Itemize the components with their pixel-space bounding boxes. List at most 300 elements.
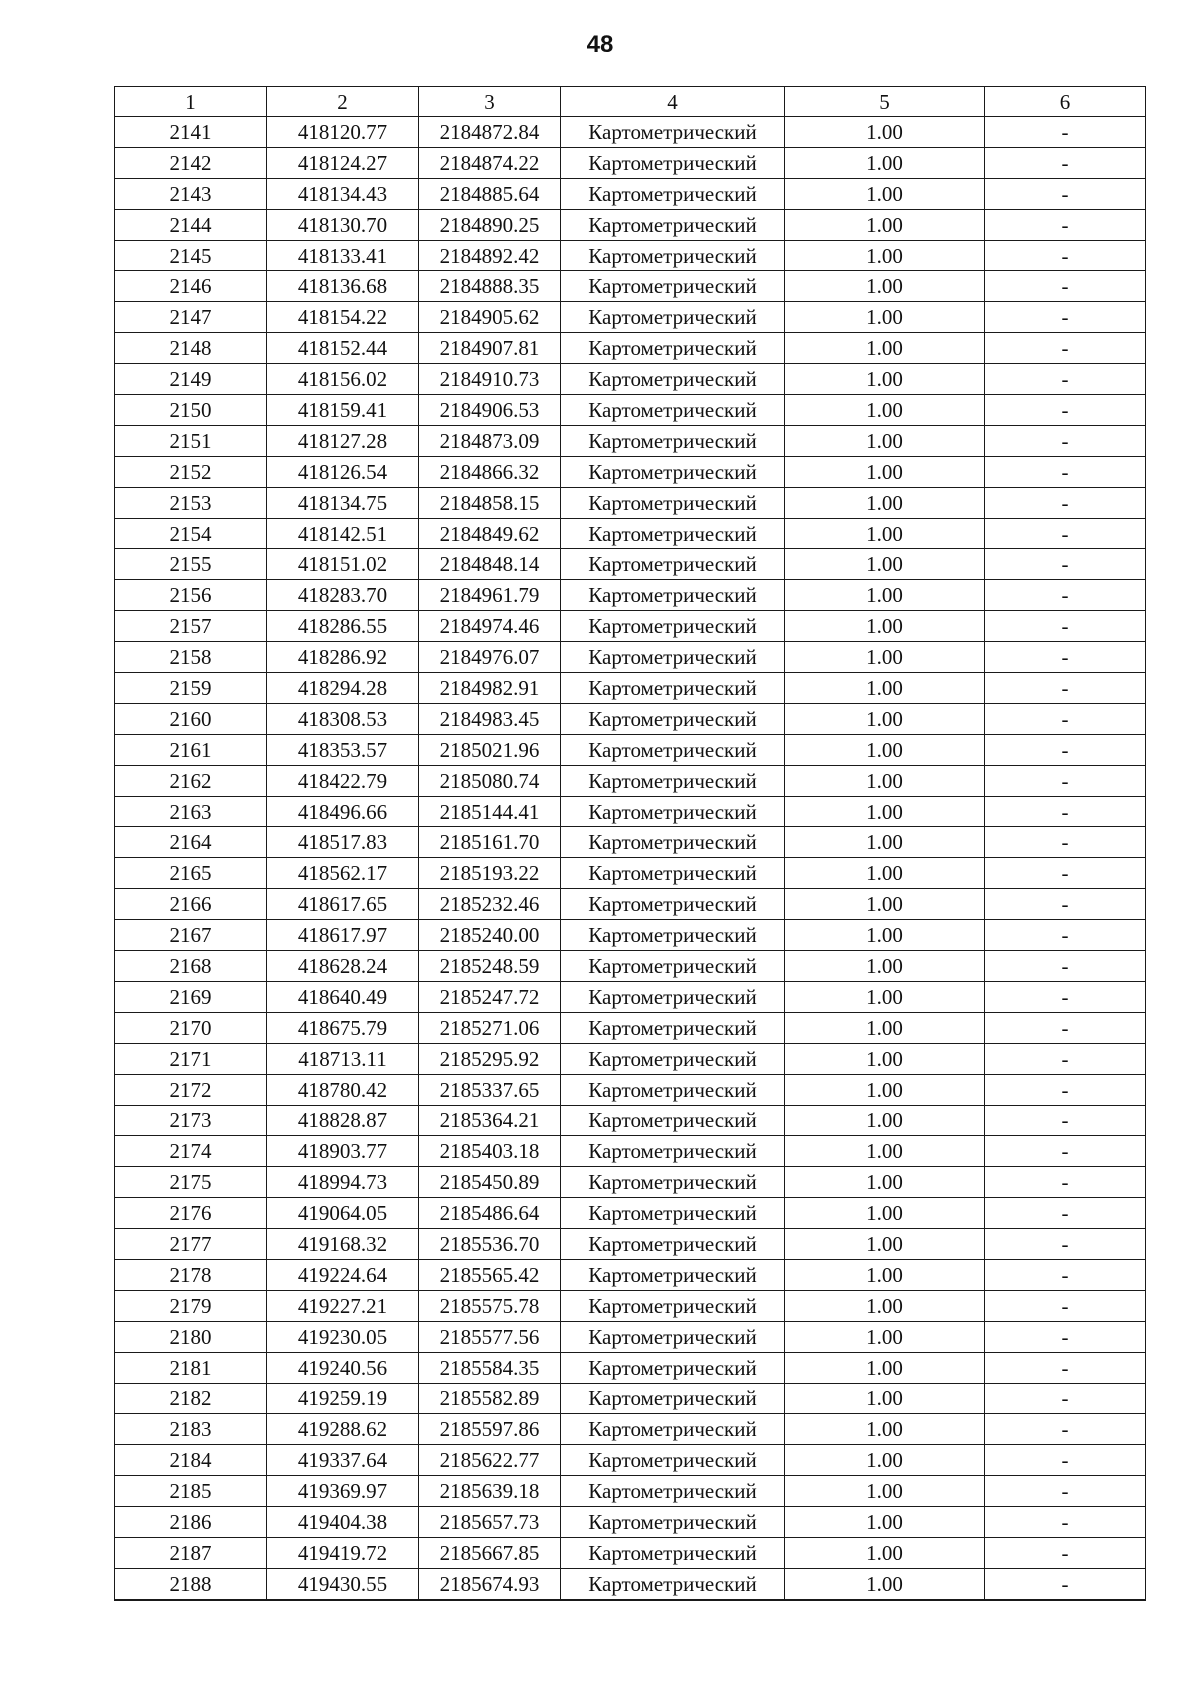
accuracy-cell: 1.00 xyxy=(785,549,985,580)
y-coordinate-cell: 2185295.92 xyxy=(419,1043,561,1074)
accuracy-cell: 1.00 xyxy=(785,889,985,920)
table-row xyxy=(115,642,1146,673)
point-number-cell: 2175 xyxy=(115,1167,267,1198)
x-coordinate-cell: 418628.24 xyxy=(267,951,419,982)
method-cell: Картометрический xyxy=(561,611,785,642)
x-coordinate-cell: 418142.51 xyxy=(267,518,419,549)
method-cell: Картометрический xyxy=(561,1537,785,1568)
method-cell: Картометрический xyxy=(561,302,785,333)
y-coordinate-cell: 2184910.73 xyxy=(419,364,561,395)
point-number-cell: 2186 xyxy=(115,1507,267,1538)
x-coordinate-cell: 418640.49 xyxy=(267,981,419,1012)
point-number-cell: 2167 xyxy=(115,920,267,951)
method-cell: Картометрический xyxy=(561,765,785,796)
x-coordinate-cell: 419369.97 xyxy=(267,1476,419,1507)
accuracy-cell: 1.00 xyxy=(785,796,985,827)
table-row xyxy=(115,1229,1146,1260)
point-number-cell: 2162 xyxy=(115,765,267,796)
accuracy-cell: 1.00 xyxy=(785,518,985,549)
x-coordinate-cell: 418130.70 xyxy=(267,209,419,240)
accuracy-cell: 1.00 xyxy=(785,920,985,951)
accuracy-cell: 1.00 xyxy=(785,487,985,518)
x-coordinate-cell: 419404.38 xyxy=(267,1507,419,1538)
accuracy-cell: 1.00 xyxy=(785,765,985,796)
method-cell: Картометрический xyxy=(561,981,785,1012)
x-coordinate-cell: 418308.53 xyxy=(267,703,419,734)
accuracy-cell: 1.00 xyxy=(785,271,985,302)
point-number-cell: 2182 xyxy=(115,1383,267,1414)
accuracy-cell: 1.00 xyxy=(785,858,985,889)
table-row xyxy=(115,1476,1146,1507)
table-row xyxy=(115,425,1146,456)
accuracy-cell: 1.00 xyxy=(785,1445,985,1476)
table-row xyxy=(115,1507,1146,1538)
table-row xyxy=(115,1012,1146,1043)
point-number-cell: 2183 xyxy=(115,1414,267,1445)
description-cell: - xyxy=(985,178,1146,209)
description-cell: - xyxy=(985,302,1146,333)
point-number-cell: 2161 xyxy=(115,734,267,765)
y-coordinate-cell: 2185271.06 xyxy=(419,1012,561,1043)
y-coordinate-cell: 2185193.22 xyxy=(419,858,561,889)
x-coordinate-cell: 418903.77 xyxy=(267,1136,419,1167)
point-number-cell: 2177 xyxy=(115,1229,267,1260)
x-coordinate-cell: 418713.11 xyxy=(267,1043,419,1074)
method-cell: Картометрический xyxy=(561,858,785,889)
method-cell: Картометрический xyxy=(561,1012,785,1043)
y-coordinate-cell: 2184974.46 xyxy=(419,611,561,642)
description-cell: - xyxy=(985,951,1146,982)
accuracy-cell: 1.00 xyxy=(785,951,985,982)
method-cell: Картометрический xyxy=(561,1352,785,1383)
accuracy-cell: 1.00 xyxy=(785,1476,985,1507)
table-row xyxy=(115,549,1146,580)
method-cell: Картометрический xyxy=(561,240,785,271)
description-cell: - xyxy=(985,1198,1146,1229)
method-cell: Картометрический xyxy=(561,827,785,858)
table-row xyxy=(115,1105,1146,1136)
y-coordinate-cell: 2184873.09 xyxy=(419,425,561,456)
y-coordinate-cell: 2185674.93 xyxy=(419,1568,561,1599)
point-number-cell: 2142 xyxy=(115,147,267,178)
point-number-cell: 2187 xyxy=(115,1537,267,1568)
method-cell: Картометрический xyxy=(561,1445,785,1476)
description-cell: - xyxy=(985,796,1146,827)
accuracy-cell: 1.00 xyxy=(785,456,985,487)
description-cell: - xyxy=(985,364,1146,395)
y-coordinate-cell: 2185161.70 xyxy=(419,827,561,858)
y-coordinate-cell: 2184849.62 xyxy=(419,518,561,549)
y-coordinate-cell: 2184982.91 xyxy=(419,673,561,704)
table-row xyxy=(115,1414,1146,1445)
table-row xyxy=(115,611,1146,642)
accuracy-cell: 1.00 xyxy=(785,1414,985,1445)
table-row xyxy=(115,858,1146,889)
description-cell: - xyxy=(985,858,1146,889)
method-cell: Картометрический xyxy=(561,1476,785,1507)
point-number-cell: 2154 xyxy=(115,518,267,549)
accuracy-cell: 1.00 xyxy=(785,117,985,148)
description-cell: - xyxy=(985,1383,1146,1414)
method-cell: Картометрический xyxy=(561,364,785,395)
accuracy-cell: 1.00 xyxy=(785,395,985,426)
accuracy-cell: 1.00 xyxy=(785,240,985,271)
method-cell: Картометрический xyxy=(561,1568,785,1599)
y-coordinate-cell: 2185403.18 xyxy=(419,1136,561,1167)
y-coordinate-cell: 2185622.77 xyxy=(419,1445,561,1476)
y-coordinate-cell: 2184885.64 xyxy=(419,178,561,209)
accuracy-cell: 1.00 xyxy=(785,178,985,209)
x-coordinate-cell: 418617.65 xyxy=(267,889,419,920)
column-header: 1 xyxy=(115,87,267,117)
table-row xyxy=(115,1074,1146,1105)
point-number-cell: 2169 xyxy=(115,981,267,1012)
accuracy-cell: 1.00 xyxy=(785,1537,985,1568)
x-coordinate-cell: 418496.66 xyxy=(267,796,419,827)
y-coordinate-cell: 2184906.53 xyxy=(419,395,561,426)
description-cell: - xyxy=(985,147,1146,178)
description-cell: - xyxy=(985,765,1146,796)
y-coordinate-cell: 2184976.07 xyxy=(419,642,561,673)
accuracy-cell: 1.00 xyxy=(785,827,985,858)
x-coordinate-cell: 418675.79 xyxy=(267,1012,419,1043)
method-cell: Картометрический xyxy=(561,333,785,364)
description-cell: - xyxy=(985,209,1146,240)
y-coordinate-cell: 2184983.45 xyxy=(419,703,561,734)
description-cell: - xyxy=(985,827,1146,858)
table-row xyxy=(115,1568,1146,1599)
point-number-cell: 2157 xyxy=(115,611,267,642)
accuracy-cell: 1.00 xyxy=(785,425,985,456)
y-coordinate-cell: 2185248.59 xyxy=(419,951,561,982)
method-cell: Картометрический xyxy=(561,425,785,456)
x-coordinate-cell: 418994.73 xyxy=(267,1167,419,1198)
method-cell: Картометрический xyxy=(561,456,785,487)
x-coordinate-cell: 419064.05 xyxy=(267,1198,419,1229)
accuracy-cell: 1.00 xyxy=(785,147,985,178)
y-coordinate-cell: 2185232.46 xyxy=(419,889,561,920)
description-cell: - xyxy=(985,734,1146,765)
table-row xyxy=(115,209,1146,240)
table-row xyxy=(115,1198,1146,1229)
coordinates-table xyxy=(114,86,1146,1601)
method-cell: Картометрический xyxy=(561,889,785,920)
point-number-cell: 2153 xyxy=(115,487,267,518)
method-cell: Картометрический xyxy=(561,487,785,518)
description-cell: - xyxy=(985,549,1146,580)
table-row xyxy=(115,364,1146,395)
point-number-cell: 2145 xyxy=(115,240,267,271)
table-row xyxy=(115,147,1146,178)
description-cell: - xyxy=(985,889,1146,920)
accuracy-cell: 1.00 xyxy=(785,1568,985,1599)
accuracy-cell: 1.00 xyxy=(785,611,985,642)
x-coordinate-cell: 418156.02 xyxy=(267,364,419,395)
table-row xyxy=(115,117,1146,148)
method-cell: Картометрический xyxy=(561,580,785,611)
x-coordinate-cell: 418828.87 xyxy=(267,1105,419,1136)
y-coordinate-cell: 2185337.65 xyxy=(419,1074,561,1105)
table-row xyxy=(115,981,1146,1012)
method-cell: Картометрический xyxy=(561,1229,785,1260)
description-cell: - xyxy=(985,673,1146,704)
accuracy-cell: 1.00 xyxy=(785,642,985,673)
x-coordinate-cell: 418154.22 xyxy=(267,302,419,333)
point-number-cell: 2168 xyxy=(115,951,267,982)
point-number-cell: 2171 xyxy=(115,1043,267,1074)
method-cell: Картометрический xyxy=(561,1105,785,1136)
description-cell: - xyxy=(985,703,1146,734)
x-coordinate-cell: 418283.70 xyxy=(267,580,419,611)
accuracy-cell: 1.00 xyxy=(785,1321,985,1352)
accuracy-cell: 1.00 xyxy=(785,209,985,240)
x-coordinate-cell: 418286.92 xyxy=(267,642,419,673)
point-number-cell: 2185 xyxy=(115,1476,267,1507)
point-number-cell: 2176 xyxy=(115,1198,267,1229)
description-cell: - xyxy=(985,611,1146,642)
column-header: 6 xyxy=(985,87,1146,117)
point-number-cell: 2181 xyxy=(115,1352,267,1383)
method-cell: Картометрический xyxy=(561,271,785,302)
x-coordinate-cell: 418422.79 xyxy=(267,765,419,796)
description-cell: - xyxy=(985,1012,1146,1043)
point-number-cell: 2188 xyxy=(115,1568,267,1599)
y-coordinate-cell: 2185240.00 xyxy=(419,920,561,951)
point-number-cell: 2163 xyxy=(115,796,267,827)
x-coordinate-cell: 419419.72 xyxy=(267,1537,419,1568)
point-number-cell: 2166 xyxy=(115,889,267,920)
method-cell: Картометрический xyxy=(561,1136,785,1167)
point-number-cell: 2156 xyxy=(115,580,267,611)
point-number-cell: 2146 xyxy=(115,271,267,302)
table-row xyxy=(115,1352,1146,1383)
accuracy-cell: 1.00 xyxy=(785,1012,985,1043)
y-coordinate-cell: 2184858.15 xyxy=(419,487,561,518)
point-number-cell: 2149 xyxy=(115,364,267,395)
description-cell: - xyxy=(985,1136,1146,1167)
table-row xyxy=(115,765,1146,796)
table-row xyxy=(115,1321,1146,1352)
description-cell: - xyxy=(985,395,1146,426)
y-coordinate-cell: 2185577.56 xyxy=(419,1321,561,1352)
description-cell: - xyxy=(985,1568,1146,1599)
description-cell: - xyxy=(985,981,1146,1012)
description-cell: - xyxy=(985,1537,1146,1568)
x-coordinate-cell: 419168.32 xyxy=(267,1229,419,1260)
point-number-cell: 2152 xyxy=(115,456,267,487)
table-row xyxy=(115,333,1146,364)
method-cell: Картометрический xyxy=(561,1383,785,1414)
description-cell: - xyxy=(985,1167,1146,1198)
point-number-cell: 2147 xyxy=(115,302,267,333)
x-coordinate-cell: 419230.05 xyxy=(267,1321,419,1352)
description-cell: - xyxy=(985,1105,1146,1136)
table-row xyxy=(115,178,1146,209)
table-row xyxy=(115,673,1146,704)
description-cell: - xyxy=(985,1043,1146,1074)
point-number-cell: 2155 xyxy=(115,549,267,580)
point-number-cell: 2151 xyxy=(115,425,267,456)
accuracy-cell: 1.00 xyxy=(785,1229,985,1260)
accuracy-cell: 1.00 xyxy=(785,333,985,364)
point-number-cell: 2141 xyxy=(115,117,267,148)
method-cell: Картометрический xyxy=(561,178,785,209)
table-row xyxy=(115,1167,1146,1198)
description-cell: - xyxy=(985,580,1146,611)
accuracy-cell: 1.00 xyxy=(785,1198,985,1229)
x-coordinate-cell: 418780.42 xyxy=(267,1074,419,1105)
table-header-row xyxy=(115,87,1146,117)
table-row xyxy=(115,240,1146,271)
y-coordinate-cell: 2185021.96 xyxy=(419,734,561,765)
method-cell: Картометрический xyxy=(561,1259,785,1290)
method-cell: Картометрический xyxy=(561,117,785,148)
y-coordinate-cell: 2185639.18 xyxy=(419,1476,561,1507)
method-cell: Картометрический xyxy=(561,147,785,178)
table-row xyxy=(115,1445,1146,1476)
point-number-cell: 2165 xyxy=(115,858,267,889)
x-coordinate-cell: 418517.83 xyxy=(267,827,419,858)
y-coordinate-cell: 2184890.25 xyxy=(419,209,561,240)
description-cell: - xyxy=(985,1259,1146,1290)
point-number-cell: 2180 xyxy=(115,1321,267,1352)
description-cell: - xyxy=(985,1476,1146,1507)
accuracy-cell: 1.00 xyxy=(785,1352,985,1383)
x-coordinate-cell: 419240.56 xyxy=(267,1352,419,1383)
y-coordinate-cell: 2185080.74 xyxy=(419,765,561,796)
y-coordinate-cell: 2185584.35 xyxy=(419,1352,561,1383)
y-coordinate-cell: 2185247.72 xyxy=(419,981,561,1012)
description-cell: - xyxy=(985,425,1146,456)
description-cell: - xyxy=(985,1414,1146,1445)
y-coordinate-cell: 2184874.22 xyxy=(419,147,561,178)
method-cell: Картометрический xyxy=(561,734,785,765)
method-cell: Картометрический xyxy=(561,209,785,240)
accuracy-cell: 1.00 xyxy=(785,673,985,704)
accuracy-cell: 1.00 xyxy=(785,1259,985,1290)
x-coordinate-cell: 418353.57 xyxy=(267,734,419,765)
table-row xyxy=(115,951,1146,982)
x-coordinate-cell: 418136.68 xyxy=(267,271,419,302)
y-coordinate-cell: 2185657.73 xyxy=(419,1507,561,1538)
x-coordinate-cell: 418120.77 xyxy=(267,117,419,148)
method-cell: Картометрический xyxy=(561,1321,785,1352)
description-cell: - xyxy=(985,333,1146,364)
accuracy-cell: 1.00 xyxy=(785,703,985,734)
x-coordinate-cell: 419288.62 xyxy=(267,1414,419,1445)
x-coordinate-cell: 419337.64 xyxy=(267,1445,419,1476)
accuracy-cell: 1.00 xyxy=(785,1043,985,1074)
table-row xyxy=(115,271,1146,302)
method-cell: Картометрический xyxy=(561,796,785,827)
method-cell: Картометрический xyxy=(561,703,785,734)
x-coordinate-cell: 419259.19 xyxy=(267,1383,419,1414)
y-coordinate-cell: 2184848.14 xyxy=(419,549,561,580)
accuracy-cell: 1.00 xyxy=(785,1167,985,1198)
x-coordinate-cell: 419227.21 xyxy=(267,1290,419,1321)
x-coordinate-cell: 418151.02 xyxy=(267,549,419,580)
method-cell: Картометрический xyxy=(561,1507,785,1538)
y-coordinate-cell: 2185582.89 xyxy=(419,1383,561,1414)
x-coordinate-cell: 419430.55 xyxy=(267,1568,419,1599)
table-row xyxy=(115,487,1146,518)
accuracy-cell: 1.00 xyxy=(785,1383,985,1414)
x-coordinate-cell: 418124.27 xyxy=(267,147,419,178)
description-cell: - xyxy=(985,1321,1146,1352)
point-number-cell: 2144 xyxy=(115,209,267,240)
description-cell: - xyxy=(985,456,1146,487)
accuracy-cell: 1.00 xyxy=(785,1507,985,1538)
accuracy-cell: 1.00 xyxy=(785,364,985,395)
accuracy-cell: 1.00 xyxy=(785,302,985,333)
method-cell: Картометрический xyxy=(561,549,785,580)
x-coordinate-cell: 418134.75 xyxy=(267,487,419,518)
method-cell: Картометрический xyxy=(561,951,785,982)
method-cell: Картометрический xyxy=(561,1198,785,1229)
method-cell: Картометрический xyxy=(561,673,785,704)
point-number-cell: 2143 xyxy=(115,178,267,209)
x-coordinate-cell: 418127.28 xyxy=(267,425,419,456)
table-row xyxy=(115,703,1146,734)
table-body xyxy=(115,117,1146,1600)
column-header: 2 xyxy=(267,87,419,117)
accuracy-cell: 1.00 xyxy=(785,1290,985,1321)
description-cell: - xyxy=(985,1507,1146,1538)
column-header: 3 xyxy=(419,87,561,117)
description-cell: - xyxy=(985,271,1146,302)
method-cell: Картометрический xyxy=(561,1167,785,1198)
y-coordinate-cell: 2185450.89 xyxy=(419,1167,561,1198)
table-row xyxy=(115,580,1146,611)
accuracy-cell: 1.00 xyxy=(785,734,985,765)
y-coordinate-cell: 2185364.21 xyxy=(419,1105,561,1136)
description-cell: - xyxy=(985,1229,1146,1260)
x-coordinate-cell: 418133.41 xyxy=(267,240,419,271)
method-cell: Картометрический xyxy=(561,920,785,951)
description-cell: - xyxy=(985,1352,1146,1383)
y-coordinate-cell: 2184961.79 xyxy=(419,580,561,611)
x-coordinate-cell: 418126.54 xyxy=(267,456,419,487)
point-number-cell: 2173 xyxy=(115,1105,267,1136)
x-coordinate-cell: 418562.17 xyxy=(267,858,419,889)
description-cell: - xyxy=(985,518,1146,549)
point-number-cell: 2174 xyxy=(115,1136,267,1167)
point-number-cell: 2184 xyxy=(115,1445,267,1476)
x-coordinate-cell: 418294.28 xyxy=(267,673,419,704)
y-coordinate-cell: 2185667.85 xyxy=(419,1537,561,1568)
table-row xyxy=(115,456,1146,487)
y-coordinate-cell: 2184872.84 xyxy=(419,117,561,148)
description-cell: - xyxy=(985,240,1146,271)
accuracy-cell: 1.00 xyxy=(785,1074,985,1105)
table-row xyxy=(115,1290,1146,1321)
y-coordinate-cell: 2184892.42 xyxy=(419,240,561,271)
x-coordinate-cell: 418152.44 xyxy=(267,333,419,364)
point-number-cell: 2160 xyxy=(115,703,267,734)
table-row xyxy=(115,1043,1146,1074)
table-row xyxy=(115,395,1146,426)
accuracy-cell: 1.00 xyxy=(785,1105,985,1136)
y-coordinate-cell: 2184907.81 xyxy=(419,333,561,364)
table-row xyxy=(115,796,1146,827)
method-cell: Картометрический xyxy=(561,1414,785,1445)
point-number-cell: 2158 xyxy=(115,642,267,673)
x-coordinate-cell: 418134.43 xyxy=(267,178,419,209)
y-coordinate-cell: 2185575.78 xyxy=(419,1290,561,1321)
x-coordinate-cell: 419224.64 xyxy=(267,1259,419,1290)
point-number-cell: 2170 xyxy=(115,1012,267,1043)
table-row xyxy=(115,518,1146,549)
